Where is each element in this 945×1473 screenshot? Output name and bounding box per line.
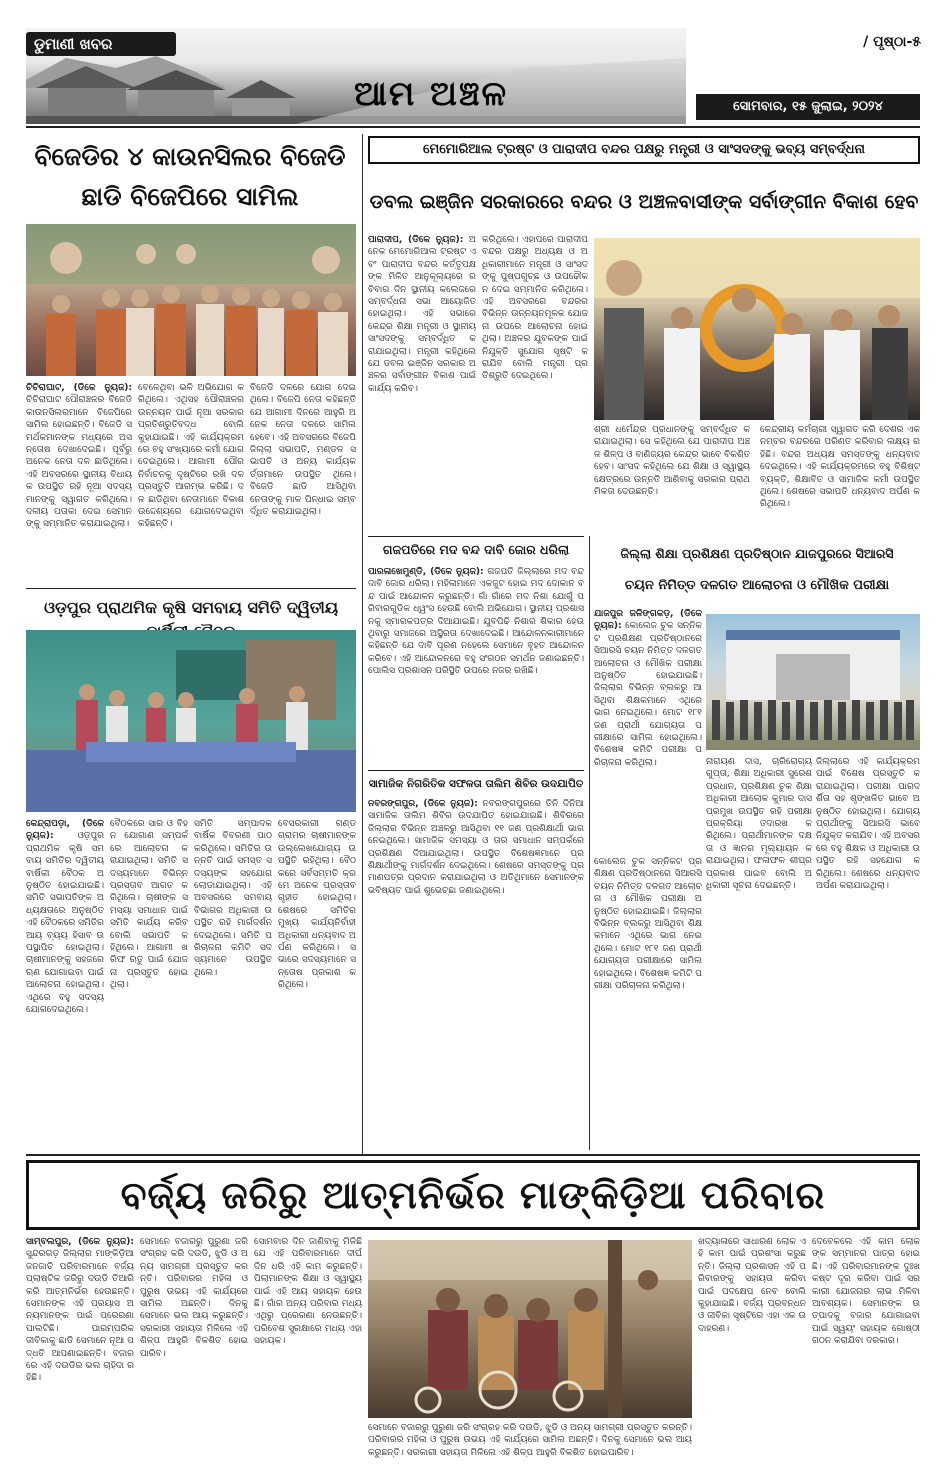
story2-photo <box>594 238 920 420</box>
story3-dateline: ପାରଳାଖେମୁଣ୍ଡି, (ଡିକେ ନ୍ୟୁଜ): <box>368 567 484 577</box>
story4-headline-line1: ଜିଲ୍ଲା ଶିକ୍ଷା ପ୍ରଶିକ୍ଷଣ ପ୍ରତିଷ୍ଠାନ ଯାଜପୁରରେ ସିଆରସି <box>620 546 894 561</box>
story1-col1-text: ଚିଚିରାଘାଟ ପୌରାଞ୍ଚଳର ବିଜେଡି କାଉନସିଲରମାନେ ବିଜେପିରେ ସାମିଲ ହୋଇଛନ୍ତି। ବିଜେଡି ସମର୍ଥକମାନଙ୍କ ମଧ୍ୟରେ ଅସନ୍ତୋଷ ଦେଖାଦେଇଛି। ପୂର୍ବରୁ ଅନେକ ନେତା ଦଳ ଛାଡିଥିଲେ। ଏହି ଅବସରରେ ସ୍ଥାନୀୟ ବିଧାୟକ ଉପସ୍ଥିତ ରହି ନୂଆ ସଦସ୍ୟମାନଙ୍କୁ ସ୍ୱାଗତ କରିଥିଲେ। ଦଳୀୟ ପତାକା ଦେଇ ସେମାନଙ୍କୁ ସମ୍ମାନିତ କରାଯାଇଥିଲା। <box>26 395 132 530</box>
story1-col1 <box>26 382 132 582</box>
story2-col2: କରିଥିଲେ। ଏହାପରେ ପାରାଦୀପ ବନ୍ଦର ପକ୍ଷରୁ ଅଧ୍ୟକ୍ଷ ଓ ଅଧିକାରୀମାନେ ମନ୍ତ୍ରୀ ଓ ସାଂସଦଙ୍କୁ ପୁଷ୍ପଗୁଚ୍ଛ ଓ ଉପଢୌକନ ଦେଇ ସମ୍ମାନିତ କରିଥିଲେ। ଏହି ଅବସରରେ ବନ୍ଦରର ବିଭିନ୍ନ ଉନ୍ନୟନମୂଳକ ଯୋଜନା ଉପରେ ଆଲୋଚନା ହୋଇଥିଲା। ଅଞ୍ଚଳର ଯୁବକଙ୍କ ପାଇଁ ନିଯୁକ୍ତି ସୁଯୋଗ ସୃଷ୍ଟି କରାଯିବ ବୋଲି ମନ୍ତ୍ରୀ ପ୍ରତିଶ୍ରୁତି ଦେଇଥିଲେ। <box>482 235 588 382</box>
story5-col1-text: ଓଡ଼ପୁର ପ୍ରାଥମିକ କୃଷି ସମବାୟ ସମିତିର ଦ୍ୱିତୀୟ ବାର୍ଷିକୀ ବୈଠକ ଅନୁଷ୍ଠିତ ହୋଇଯାଇଛି। ସମିତି ସଭାପତିଙ୍କ ଅଧ୍ୟକ୍ଷତାରେ ଅନୁଷ୍ଠିତ ଏହି ବୈଠକରେ ସମିତିର ଆୟ ବ୍ୟୟ ହିସାବ ଉପସ୍ଥାପିତ ହୋଇଥିଲା। ଚାଷୀମାନଙ୍କୁ ସହଜରେ ଋଣ ଯୋଗାଇବା ପାଇଁ ଆଲୋଚନା ହୋଇଥିଲା। ଏଥିରେ ବହୁ ସଦସ୍ୟ ଯୋଗଦେଇଥିଲେ। <box>26 831 104 1016</box>
story4-col1 <box>594 608 702 848</box>
story5-top-rule <box>26 588 356 589</box>
section-tag <box>26 32 176 56</box>
story5-headline: ଓଡ଼ପୁର ପ୍ରାଥମିକ କୃଷି ସମବାୟ ସମିତି ଦ୍ୱିତୀୟ <box>43 598 339 617</box>
story2-col1 <box>368 234 476 532</box>
story1-col2: ବେଳେଥିବା ଭଳି ଅଭିଯୋଗ କରିଥିଲେ। ଏଥିସହ ପୌରାଞ୍ଚଳର ଉନ୍ନୟନ ପାଇଁ ନୂଆ ସରକାର ପ୍ରତିଶ୍ରୁତିବଦ୍ଧ ବୋଲି କୁହାଯାଇଛି। ଏହି କାର୍ଯ୍ୟକ୍ରମରେ ବହୁ ସଂଖ୍ୟାରେ କର୍ମୀ ଯୋଗଦେଇଥିଲେ। ଆଗାମୀ ପୌର ନିର୍ବାଚନକୁ ଦୃଷ୍ଟିରେ ରଖି ଦଳ ପ୍ରସ୍ତୁତି ଆରମ୍ଭ କରିଛି। ଦଳ ଛାଡିଥିବା ନେତାମାନେ ବିକାଶ ଉଦ୍ଦେଶ୍ୟରେ ଯୋଗଦେଇଥିବା କହିଛନ୍ତି। <box>138 383 244 530</box>
institute-photo-illustration <box>706 614 920 750</box>
group-photo-illustration <box>26 224 356 376</box>
story5-col4: ବେସରକାରୀ ଗଣ୍ଡଗ୍ରାମର ଚାଷୀମାନଙ୍କ ଉଲ୍ଲେଖଯୋଗ୍ୟ ଉପସ୍ଥିତି ରହିଥିଲା। ବୈଠକରେ ସର୍ବସମ୍ମତି କ୍ରମେ ଅନେକ ପ୍ରସ୍ତାବ ଗୃହୀତ ହୋଇଥିଲା। ଶେଷରେ ସମିତିର ମୁଖ୍ୟ କାର୍ଯ୍ୟନିର୍ବାହୀ ଅଧିକାରୀ ଧନ୍ୟବାଦ ଅର୍ପଣ କରିଥିଲେ। ସଭାରେ ସଦସ୍ୟମାନେ ସନ୍ତୋଷ ପ୍ରକାଶ କରିଥିଲେ। <box>278 819 356 991</box>
masthead-rule <box>26 126 920 128</box>
story4-col1-text: କୋଲେଜ ଚୁକ ସନ୍ନିକଟ ପ୍ରଶିକ୍ଷଣ ପ୍ରତିଷ୍ଠାନରେ ସିଆରସି ଚୟନ ନିମିତ୍ତ ଦଳଗତ ଆଲୋଚନା ଓ ମୌଖିକ ପରୀକ୍ଷା ଅନୁଷ୍ଠିତ ହୋଇଯାଇଛି। ଜିଲ୍ଲାର ବିଭିନ୍ନ ବ୍ଲକରୁ ଆସିଥିବା ଶିକ୍ଷକମାନେ ଏଥିରେ ଭାଗ ନେଇଥିଲେ। ମୋଟ ୧୮୧ ଜଣ ପ୍ରାର୍ଥୀ ଯୋଗ୍ୟତା ପରୀକ୍ଷାରେ ସାମିଲ ହୋଇଥିଲେ। ବିଶେଷଜ୍ଞ କମିଟି ପରୀକ୍ଷା ପରିଚାଳନା କରିଥିଲା। <box>594 621 702 768</box>
column-divider-left <box>362 134 363 1154</box>
story1-photo <box>26 224 356 376</box>
story1-col3: ବିଜେଡି ଦଳରେ ଯୋଗ ଦେଇଥିଲେ। ବିଜେପି ନେତା କହିଛନ୍ତି ଯେ ଆଗାମୀ ଦିନରେ ଆହୁରି ଅନେକ ନେତା ଦଳରେ ସାମିଲ ହେବେ। ଏହି ଅବସରରେ ବିଜେପି ଜିଲ୍ଲା ସଭାପତି, ମଣ୍ଡଳ ସଭାପତି ଓ ଅନ୍ୟ କାର୍ଯ୍ୟକର୍ତ୍ତାମାନେ ଉପସ୍ଥିତ ଥିଲେ। ବିଜେଡି ଛାଡି ଆସିଥିବା ନେତାଙ୍କୁ ମାଳ ପିନ୍ଧାଇ ସମ୍ବର୍ଦ୍ଧିତ କରାଯାଇଥିଲା। <box>250 383 356 518</box>
story5-col1 <box>26 818 104 1148</box>
story7-col5: ଦେବେକଲେ ଏହି କାମ ଲୋକଙ୍କ ସମ୍ମାନର ପାତ୍ର ହୋଇଛି। ଏହି ପରିବାରମାନଙ୍କ ଦୁଃଖ କଷ୍ଟ ଦୂର କରିବା ପାଇଁ ସରକାରୀ ଯୋଜନାର ଲାଭ ମିଳିବା ଆବଶ୍ୟକ। ସେମାନଙ୍କ ଉତ୍ପାଦକୁ ବଜାର ଯୋଗାଇବା ପାଇଁ ସ୍ୱୟଂ ସହାୟକ ଗୋଷ୍ଠୀ ଗଠନ କରାଯିବା ଦରକାର। <box>812 1237 920 1347</box>
story5-photo <box>26 630 356 812</box>
story2-col4: କେନ୍ଦ୍ରୀୟ କର୍ମଚାରୀ ସ୍ୱାଗତ କରି ଦେଶର ଏକ ନମ୍ବର ବନ୍ଦରରେ ପରିଣତ କରିବାର ଲକ୍ଷ୍ୟ ରହିଛି। ବନ୍ଦର ଅଧ୍ୟକ୍ଷ ସମସ୍ତଙ୍କୁ ଧନ୍ୟବାଦ ଦେଇଥିଲେ। ଏହି କାର୍ଯ୍ୟକ୍ରମରେ ବହୁ ବିଶିଷ୍ଟ ବ୍ୟକ୍ତି, ଶିକ୍ଷାବିତ ଓ ସାମାଜିକ କର୍ମୀ ଉପସ୍ଥିତ ଥିଲେ। ଶେଷରେ ସଭାପତି ଧନ୍ୟବାଦ ଅର୍ପଣ କରିଥିଲେ। <box>760 425 920 510</box>
story5-col2: ବୈଠକରେ ସାର ଓ ବିହନ ଯୋଗାଣ ସମ୍ପର୍କରେ ଆଲୋଚନା କରାଯାଇଥିଲା। ସମିତି ସଦସ୍ୟମାନେ ବିଭିନ୍ନ ପ୍ରସ୍ତାବ ଆଗତ କରିଥିଲେ। ଚାଷୀଙ୍କ ସମସ୍ୟା ସମାଧାନ ପାଇଁ ସମିତି କାର୍ଯ୍ୟ କରିବ ବୋଲି ସଭାପତି କହିଥିଲେ। ଆଗାମୀ ଖରିଫ ଋତୁ ପାଇଁ ଯୋଜନା ପ୍ରସ୍ତୁତ ହୋଇଥିଲା। <box>110 819 188 991</box>
story6-body-text: ନବରଙ୍ଗପୁରରେ ତିନି ଦିନିଆ ସାମାଜିକ ତାଲିମ ଶିବିର ଉଦଯାପିତ ହୋଇଯାଇଛି। ଶିବିରରେ ଜିଲ୍ଲାର ବିଭିନ୍ନ ଅଞ୍ଚଳରୁ ଆସିଥିବା ୧୧ ଜଣ ପ୍ରଶିକ୍ଷାର୍ଥୀ ଭାଗ ନେଇଥିଲେ। ସାମାଜିକ ସମସ୍ୟା ଓ ତାର ସମାଧାନ ସମ୍ପର୍କରେ ପ୍ରଶିକ୍ଷଣ ଦିଆଯାଇଥିଲା। ଉପସ୍ଥିତ ବିଶେଷଜ୍ଞମାନେ ପ୍ରଶିକ୍ଷାର୍ଥୀଙ୍କୁ ମାର୍ଗଦର୍ଶନ ଦେଇଥିଲେ। ଶେଷରେ ସମସ୍ତଙ୍କୁ ପ୍ରମାଣପତ୍ର ପ୍ରଦାନ କରାଯାଇଥିଲା ଓ ଅତିଥିମାନେ ସେମାନଙ୍କ ଭବିଷ୍ୟତ ପାଇଁ ଶୁଭେଚ୍ଛା ଜଣାଇଥିଲେ। <box>368 799 584 896</box>
column-divider-middle <box>589 536 590 1150</box>
masthead <box>26 28 920 124</box>
story5-dateline: କେନ୍ଦ୍ରାପଡ଼ା, (ଡିକେ ନ୍ୟୁଜ): <box>26 819 104 842</box>
story3-body-text: ଗଜପତି ଜିଲ୍ଲାରେ ମଦ ବନ୍ଦ ଦାବି ଜୋର ଧରିଲା। ମହିଳାମାନେ ଏକଜୁଟ ହୋଇ ମଦ ଦୋକାନ ବନ୍ଦ ପାଇଁ ଆନ୍ଦୋଳନ କରୁଛନ୍ତି। ଗାଁ ଗାଁରେ ମଦ ନିଶା ଯୋଗୁଁ ପରିବାରଗୁଡିକ ଧ୍ୱଂସ ହେଉଛି ବୋଲି ଅଭିଯୋଗ। ସ୍ଥାନୀୟ ପ୍ରଶାସନକୁ ସ୍ମାରକପତ୍ର ଦିଆଯାଇଛି। ଯୁବପିଢି ନିଶାର ଶିକାର ହେଉଥିବାରୁ ସମାଜରେ ଅସ୍ଥିରତା ଦେଖାଦେଇଛି। ଆନ୍ଦୋଳନକାରୀମାନେ କହିଛନ୍ତି ଯେ ଦାବି ପୂରଣ ନହେଲେ ସେମାନେ ବୃହତ ଆନ୍ଦୋଳନ କରିବେ। ଏହି ଆନ୍ଦୋଳନରେ ବହୁ ସଂଗଠନ ସମର୍ଥନ ଜଣାଇଛନ୍ତି। ପୋଲିସ ପ୍ରଶାସନ ପରିସ୍ଥିତି ଉପରେ ନଜର ରଖିଛି। <box>368 567 584 677</box>
story4-col3: ଜିଲ୍ଲାରେ ଏହି କାର୍ଯ୍ୟକ୍ରମ ପାଇଁ ବିଶେଷ ପ୍ରସ୍ତୁତି କରାଯାଇଥିଲା। ପରୀକ୍ଷା ପାରଦର୍ଶିତା ସହ ଶୃଙ୍ଖଳିତ ଭାବେ ଅନୁଷ୍ଠିତ ହୋଇଥିଲା। ଯୋଗ୍ୟ ପ୍ରାର୍ଥୀଙ୍କୁ ସିଆରସି ଭାବେ ନିଯୁକ୍ତ କରାଯିବ। ଏହି ଅବସରରେ ବହୁ ଶିକ୍ଷକ ଓ ଅଧିକାରୀ ଉପସ୍ଥିତ ରହି ସହଯୋଗ କରିଥିଲେ। ଶେଷରେ ଧନ୍ୟବାଦ ଅର୍ପଣ କରାଯାଇଥିଲା। <box>816 757 920 892</box>
story2-strap <box>368 136 920 164</box>
story2-strap-text: ମେମୋରିଆଲ ଟ୍ରଷ୍ଟ ଓ ପାରାଦୀପ ବନ୍ଦର ପକ୍ଷରୁ ମନ୍ତ୍ରୀ ଓ ସାଂସଦଙ୍କୁ ଭବ୍ୟ ସମ୍ବର୍ଦ୍ଧନା <box>423 142 865 157</box>
story4-col1-continued: କୋଲେଜ ଚୁକ ସନ୍ନିକଟ ପ୍ରଶିକ୍ଷଣ ପ୍ରତିଷ୍ଠାନରେ ସିଆରସି ଚୟନ ନିମିତ୍ତ ଦଳଗତ ଆଲୋଚନା ଓ ମୌଖିକ ପରୀକ୍ଷା ଅନୁଷ୍ଠିତ ହୋଇଯାଇଛି। ଜିଲ୍ଲାର ବିଭିନ୍ନ ବ୍ଲକରୁ ଆସିଥିବା ଶିକ୍ଷକମାନେ ଏଥିରେ ଭାଗ ନେଇଥିଲେ। ମୋଟ ୧୮୧ ଜଣ ପ୍ରାର୍ଥୀ ଯୋଗ୍ୟତା ପରୀକ୍ଷାରେ ସାମିଲ ହୋଇଥିଲେ। ବିଶେଷଜ୍ଞ କମିଟି ପରୀକ୍ଷା ପରିଚାଳନା କରିଥିଲା। <box>594 857 702 992</box>
story3-headline: ଗଜପତିରେ ମଦ ବନ୍ଦ ଦାବି ଜୋର ଧରିଲା <box>382 542 570 557</box>
story1-dateline: ଚିଚିରାଘାଟ, (ଡିକେ ନ୍ୟୁଜ): <box>26 383 132 393</box>
story7-col2b: ସେମାନେ ବଜାରରୁ ପୁରୁଣା ଜରି ସଂଗ୍ରହ କରି ଦଉଡି, ଝୁଡି ଓ ଅନ୍ୟ ସାମଗ୍ରୀ ପ୍ରସ୍ତୁତ କରନ୍ତି। ପରିବାରର ମହିଳା ଓ ପୁରୁଷ ଉଭୟ ଏହି କାର୍ଯ୍ୟରେ ସାମିଲ ଅଛନ୍ତି। ଦିନକୁ ସେମାନେ ଭଲ ଆୟ କରୁଛନ୍ତି। ସରକାରୀ ସହାୟତା ମିଳିଲେ ଏହି ଶିଳ୍ପ ଆହୁରି ବିକଶିତ ହୋଇପାରିବ। <box>368 1423 692 1458</box>
story6-top-rule <box>368 770 584 771</box>
date-bar <box>696 94 920 120</box>
story6-body <box>368 798 584 1148</box>
story4-dateline: ଯାଜପୁର ଜଳିଙ୍ଗକଡ଼, (ଡିକେ ନ୍ୟୁଜ): <box>594 609 702 632</box>
story2-col1-text: ଅନେକ ମେମୋରିଆଲ ଟ୍ରଷ୍ଟ ଏବଂ ପାରାଦୀପ ବନ୍ଦର କର୍ତ୍ତୃପକ୍ଷଙ୍କ ମିଳିତ ଆନୁକୂଲ୍ୟରେ ରବିବାର ଦିନ ସ୍ଥାନୀୟ କଲେଜରେ ସମ୍ବର୍ଦ୍ଧନା ସଭା ଆୟୋଜିତ ହୋଇଥିଲା। ଏହି ସଭାରେ କେନ୍ଦ୍ର ଶିକ୍ଷା ମନ୍ତ୍ରୀ ଓ ସ୍ଥାନୀୟ ସାଂସଦଙ୍କୁ ସମ୍ବର୍ଦ୍ଧିତ କରାଯାଇଥିଲା। ମନ୍ତ୍ରୀ କହିଥିଲେ ଯେ ଡବଲ ଇଞ୍ଜିନ ସରକାର ଅଞ୍ଚଳର ସର୍ବାଙ୍ଗୀନ ବିକାଶ ପାଇଁ କାର୍ଯ୍ୟ କରିବ। <box>368 235 476 394</box>
story7-col3: ସୋମବାର ଦିନ ଜାଣିବାକୁ ମିଳିଛି ଯେ ଏହି ପରିବାରମାନେ ଦୀର୍ଘ ଦିନ ଧରି ଏହି କାମ କରୁଛନ୍ତି। ପିଲାମାନଙ୍କ ଶିକ୍ଷା ଓ ସ୍ୱାସ୍ଥ୍ୟ ପାଇଁ ଏହି ଆୟ ସହାୟକ ହେଉଛି। ଗାଁର ଅନ୍ୟ ପରିବାର ମଧ୍ୟ ଏଥିରୁ ପ୍ରେରଣା ନେଉଛନ୍ତି। ପରିବେଶ ସୁରକ୍ଷାରେ ମଧ୍ୟ ଏହା ସହାୟକ। <box>254 1237 362 1347</box>
story2-col3: ଶ୍ରୀ ଧର୍ମେନ୍ଦ୍ର ପ୍ରଧାନଙ୍କୁ ସମ୍ବର୍ଦ୍ଧିତ କରାଯାଇଥିଲା। ସେ କହିଥିଲେ ଯେ ପାରାଦୀପ ଅଞ୍ଚଳ ଶିଳ୍ପ ଓ ବାଣିଜ୍ୟର କେନ୍ଦ୍ର ଭାବେ ବିକଶିତ ହେବ। ସାଂସଦ କହିଥିଲେ ଯେ ଶିକ୍ଷା ଓ ସ୍ୱାସ୍ଥ୍ୟ କ୍ଷେତ୍ରରେ ଉନ୍ନତି ଆଣିବାକୁ ସରକାର ପ୍ରାଥମିକତା ଦେଉଛନ୍ତି। <box>594 425 750 498</box>
story7-headline: ବର୍ଜ୍ୟ ଜରିରୁ ଆତ୍ମନିର୍ଭର ମାଙ୍କିଡ଼ିଆ ପରିବାର <box>120 1173 826 1217</box>
felicitation-photo-illustration <box>594 238 920 420</box>
story7-headline-box <box>26 1160 920 1230</box>
story7-col2: ସେମାନେ ବଜାରରୁ ପୁରୁଣା ଜରି ସଂଗ୍ରହ କରି ଦଉଡି, ଝୁଡି ଓ ଅନ୍ୟ ସାମଗ୍ରୀ ପ୍ରସ୍ତୁତ କରନ୍ତି। ପରିବାରର ମହିଳା ଓ ପୁରୁଷ ଉଭୟ ଏହି କାର୍ଯ୍ୟରେ ସାମିଲ ଅଛନ୍ତି। ଦିନକୁ ସେମାନେ ଭଲ ଆୟ କରୁଛନ୍ତି। ସରକାରୀ ସହାୟତା ମିଳିଲେ ଏହି ଶିଳ୍ପ ଆହୁରି ବିକଶିତ ହୋଇପାରିବ। <box>140 1237 248 1359</box>
story3-body <box>368 566 584 762</box>
story1-headline-line2: ଛାଡି ବିଜେପିରେ ସାମିଲ <box>81 182 299 211</box>
meeting-photo-illustration <box>26 630 356 812</box>
story2-headline: ଡବଲ ଇଞ୍ଜିନ ସରକାରରେ ବନ୍ଦର ଓ ଅଞ୍ଚଳବାସୀଙ୍କ ସର୍ବାଙ୍ଗୀନ ବିକାଶ ହେବ <box>369 191 919 213</box>
story7-photo <box>368 1240 692 1418</box>
story1-headline-line1: ବିଜେଡିର ୪ କାଉନସିଲର ବିଜେଡି <box>34 142 346 171</box>
story5-col3: ସମିତି ସମ୍ପାଦକ ବାର୍ଷିକ ବିବରଣୀ ପାଠ କରିଥିଲେ। ସମିତିର ଉନ୍ନତି ପାଇଁ ସମସ୍ତ ସଦସ୍ୟଙ୍କ ସହଯୋଗ ଲୋଡାଯାଇଥିଲା। ଏହି ଅବସରରେ ସମବାୟ ବିଭାଗର ଅଧିକାରୀ ଉପସ୍ଥିତ ରହି ମାର୍ଗଦର୍ଶନ ଦେଇଥିଲେ। ସମିତି ପରିଚାଳନା କମିଟି ସଦସ୍ୟମାନେ ଉପସ୍ଥିତ ଥିଲେ। <box>194 819 272 978</box>
section-title: ଆମ ଅଞ୍ଚଳ <box>353 74 509 114</box>
story4-headline-line2: ଚୟନ ନିମିତ୍ତ ଦଳଗତ ଆଲୋଚନା ଓ ମୌଖିକ ପରୀକ୍ଷା <box>624 578 890 593</box>
story2-dateline: ପାରାଦୀପ, (ଡିକେ ନ୍ୟୁଜ): <box>368 235 464 245</box>
story7-col1 <box>26 1236 134 1466</box>
section-tag-text: ଡୁମାଣୀ ଖବର <box>34 35 113 53</box>
story7-col1-text: ସୁନ୍ଦରଗଡ଼ ଜିଲ୍ଲାର ମାଙ୍କିଡ଼ିଆ ଜନଜାତି ପରିବାରମାନେ ବର୍ଜ୍ୟ ପ୍ଲାଷ୍ଟିକ ଜରିରୁ ଦଉଡି ତିଆରି କରି ଆତ୍ମନିର୍ଭର ହେଉଛନ୍ତି। ସେମାନଙ୍କ ଏହି ପ୍ରୟାସ ଅନ୍ୟମାନଙ୍କ ପାଇଁ ପ୍ରେରଣା ପାଲଟିଛି। ପାରମ୍ପରିକ ଜୀବିକାକୁ ଛାଡି ସେମାନେ ନୂଆ ପଦ୍ଧତି ଆପଣାଇଛନ୍ତି। ବଜାରରେ ଏହି ଦଉଡିର ଭଲ ଚାହିଦା ରହିଛି। <box>26 1249 134 1384</box>
rope-making-photo-illustration <box>368 1240 692 1418</box>
story3-top-rule <box>368 536 584 537</box>
story7-dateline: ସାମ୍ବଲପୁର, (ଡିକେ ନ୍ୟୁଜ): <box>26 1237 134 1247</box>
story4-col2: ନାରାୟଣ ଦାସ, ଚାରିରୋଗ୍ୟ ଗୁପ୍ତା, ଶିକ୍ଷା ଅଧିକାରୀ ସୁରେଶ ପ୍ରଧାନ, ପ୍ରଶିକ୍ଷଣ ଚୁକ ଶିକ୍ଷା ଅଧିକାରୀ ଆଲୋକ କୁମାର ଦାସ ପ୍ରମୁଖ ଉପସ୍ଥିତ ରହି ପରୀକ୍ଷା ପ୍ରକ୍ରିୟା ତଦାରଖ କରିଥିଲେ। ପ୍ରାର୍ଥୀମାନଙ୍କ ଦକ୍ଷତା ଓ ଜ୍ଞାନର ମୂଲ୍ୟାୟନ କରାଯାଇଥିଲା। ଫଳାଫଳ ଶୀଘ୍ର ପ୍ରକାଶ ପାଇବ ବୋଲି ଅଧିକାରୀ ସୂଚନା ଦେଇଛନ୍ତି। <box>706 757 812 892</box>
story7-top-rule <box>26 1154 920 1156</box>
page-label: / ପୃଷ୍ଠା-୫ <box>863 34 921 50</box>
story6-headline: ସାମାଜିକ ନିଗରିତିକ ସଫଳତା ତାଲିମ ଶିବିର ଉଦଯାପିତ <box>368 778 584 790</box>
story6-dateline: ନବରଙ୍ଗପୁର, (ଡିକେ ନ୍ୟୁଜ): <box>368 799 478 809</box>
story7-col4: ଖଦ୍ୟାଳାରେ ସାଧାରଣ ଲୋକ ଏହି କାମ ପାଇଁ ପ୍ରଶଂସା କରୁଛନ୍ତି। ଜିଲ୍ଲା ପ୍ରଶାସନ ଏହି ପରିବାରଙ୍କୁ ସହାୟତା କରିବା ପାଇଁ ପଦକ୍ଷେପ ନେବ ବୋଲି କୁହାଯାଇଛି। ବର୍ଜ୍ୟ ପ୍ରବନ୍ଧନ ଓ ଜୀବିକା ସୃଷ୍ଟିରେ ଏହା ଏକ ଉଦାହରଣ। <box>698 1237 806 1334</box>
story4-photo <box>706 614 920 750</box>
date-text: ସୋମବାର, ୧୫ ଜୁଲାଇ, ୨୦୨୪ <box>733 99 883 114</box>
